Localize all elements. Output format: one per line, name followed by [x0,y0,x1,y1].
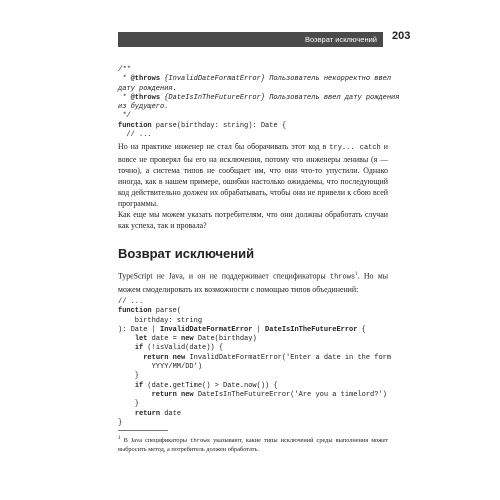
code-token: date = [147,335,182,344]
code-token: Date(birthday) [193,335,257,344]
code-line [118,326,366,334]
code-token: function [118,121,152,130]
code-token: parse(birthday: string): Date { [151,121,287,130]
code-line [118,410,181,418]
paragraph-typescript [118,269,388,295]
code-token: DateIsInTheFutureError('Are you a timelord?') [193,390,387,399]
code-token: { [357,325,366,334]
code-token [118,382,135,390]
code-line [118,344,223,352]
section-heading: Возврат исключений [118,246,255,261]
footnote-ref: 1 [355,272,358,277]
code-token: DateIsInTheFutureError [265,325,358,334]
code-token: return [134,409,161,418]
footnote-ref: 1 [118,435,121,441]
inline-code: throws [329,273,356,282]
code-line [118,317,202,325]
code-token: | [252,325,266,334]
code-line [118,363,202,371]
code-token: */ [118,112,131,121]
code-line [118,335,257,343]
paragraph-practice [118,141,388,209]
code-token: {InvalidDateFormatError} Пользователь некорректно ввел [160,75,392,84]
code-token: return new [151,390,194,399]
code-line [118,112,131,120]
code-token [118,344,135,352]
code-token: /** [118,66,131,74]
code-line [118,298,143,306]
code-line [118,66,131,74]
code-line [118,307,181,315]
code-line [118,400,139,408]
code-token: YYYY/MM/DD') [118,363,203,372]
code-token [118,335,135,343]
code-token: {DateIsInTheFutureError} Пользователь ввел дату рождения [160,93,400,102]
code-token: new [181,335,194,344]
code-token: date [160,409,182,418]
code-line [118,103,168,111]
footnote-divider [118,430,168,431]
code-token: @throws [130,93,161,102]
page-number: 203 [392,30,411,42]
code-token: if [134,344,144,353]
code-line [118,391,387,399]
code-token: if [134,381,144,390]
code-token: @throws [130,75,161,84]
code-token: из будущего. [118,103,169,112]
text-run: указывают, какие типы исключений среды выполнения может выбросить метод, а потребитель должен обработать. [118,437,388,454]
text-run: TypeScript не Java, и он не поддерживает спецификаторы [118,271,330,281]
running-title: Возврат исключений [305,35,377,44]
text-run: Но на практике инженер не стал бы оборачивать этот код в [118,142,330,151]
code-token: let [134,335,148,344]
code-line [118,122,286,130]
running-header [118,32,383,47]
text-run: . Но мы можем смоделировать их возможности с помощью типов объединений: [118,271,388,294]
code-line [118,354,391,362]
code-line [118,85,177,93]
code-token: InvalidDateFormatError [160,325,253,334]
inline-code: throws [189,437,211,445]
code-token: (!isValid(date)) { [143,344,224,353]
code-token: ): Date | [118,325,161,334]
code-line [118,419,122,427]
code-block-parse [118,298,391,428]
code-token: birthday: string [118,316,203,325]
code-token: } [118,372,140,381]
code-line [118,94,399,102]
code-token: (date.getTime() > Date.now()) { [143,381,278,390]
code-block-jsdoc [118,66,399,140]
code-line [118,131,152,139]
code-token: // ... [118,298,144,306]
text-run: В Java спецификаторы [120,437,190,445]
code-token: дату рождения. [118,84,177,93]
text-run: и вовсе не проверял бы его на исключения, потому что инженеры ленивы (я — точно), а система типов не сообщает им, что они что-то упустили. Однако иногда, как в нашем примере, ошибки настолько ожидаемы, что последующий код действительно должен их обрабатывать, чтобы они не привели к сбою всей программы. [118,142,388,208]
paragraph-question: Как еще мы можем указать потребителям, что они должны обработать случаи как успеха, так и провала? [118,210,388,230]
code-token: // ... [118,131,152,140]
code-token [118,354,143,362]
code-token: } [118,400,140,409]
code-token: * [118,75,131,84]
code-token: InvalidDateFormatError('Enter a date in the form [185,353,392,362]
code-token: } [118,418,123,427]
code-token: return new [143,353,186,362]
code-line [118,382,278,390]
code-token: parse( [151,307,182,316]
code-token: function [118,307,152,316]
code-line [118,75,391,83]
code-token [118,410,135,418]
code-token: * [118,93,131,102]
inline-code: try... catch [329,144,381,152]
code-line [118,372,139,380]
code-token [118,391,152,399]
footnote [118,434,388,454]
